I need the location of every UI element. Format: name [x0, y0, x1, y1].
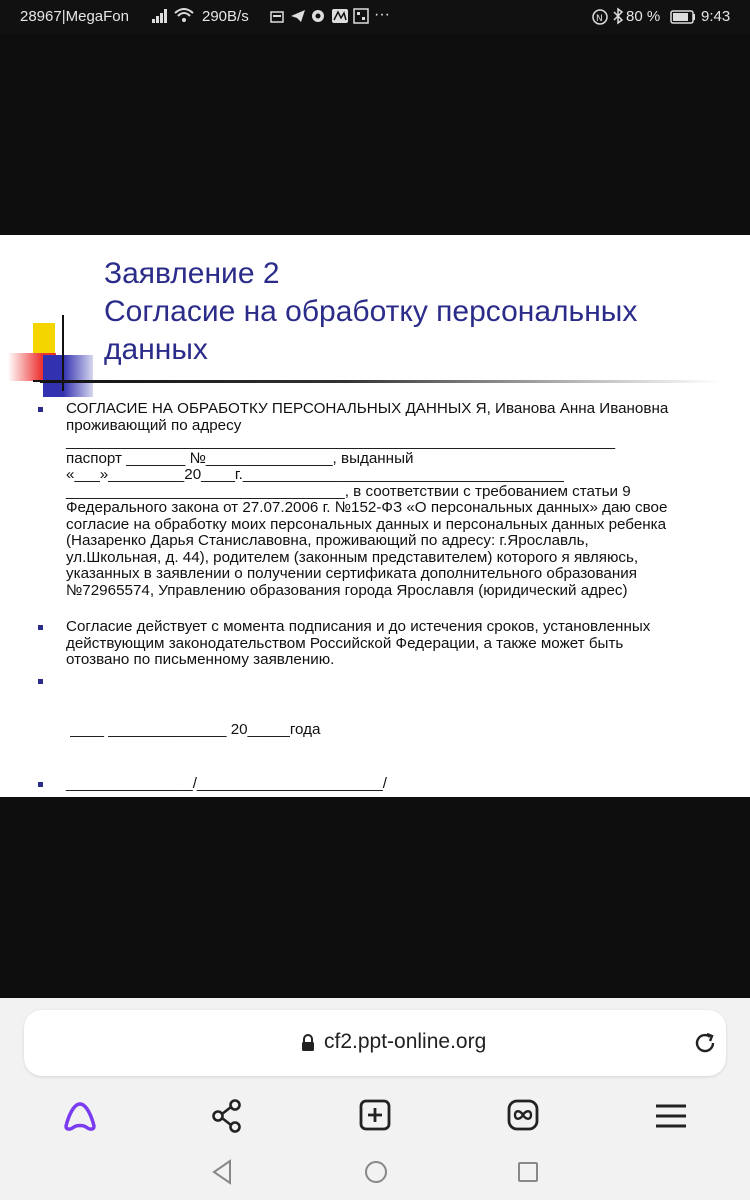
text-line: Согласие действует с момента подписания и до истечения сроков, установленных	[66, 618, 651, 635]
decor-blue-square	[43, 355, 93, 397]
qr-icon	[354, 9, 368, 27]
bullet-consent-text	[38, 401, 728, 599]
tabs-switcher-icon[interactable]	[506, 1098, 540, 1139]
bluetooth-icon	[613, 8, 623, 28]
alice-assistant-icon[interactable]	[62, 1098, 98, 1139]
new-tab-icon[interactable]	[358, 1098, 392, 1139]
text-line: (Назаренко Дарья Станиславовна, проживающий по адресу: г.Ярославль,	[66, 532, 589, 549]
bullet-signature-line	[38, 776, 728, 793]
browser-bottom-bar	[0, 998, 750, 1200]
text-line: Федерального закона от 27.07.2006 г. №152-ФЗ «О персональных данных» даю свое	[66, 499, 668, 516]
text-line: _________________________________________________________________	[66, 433, 616, 450]
presentation-slide	[0, 235, 750, 797]
chrome-icon	[311, 9, 325, 27]
bullet-marker	[38, 782, 43, 787]
net-speed: 290B/s	[202, 8, 249, 25]
battery-icon	[670, 10, 696, 28]
svg-text:N: N	[596, 14, 603, 24]
url-text[interactable]: cf2.ppt-online.org	[324, 1030, 487, 1053]
lock-icon	[301, 1034, 315, 1057]
title-line: Заявление 2	[104, 257, 280, 290]
clock: 9:43	[701, 8, 731, 25]
bullet-marker	[38, 407, 43, 412]
viewer-background-top	[0, 34, 750, 235]
text-line: проживающий по адресу	[66, 416, 242, 434]
carrier-label: 28967|MegaFon	[20, 8, 129, 25]
home-icon[interactable]	[363, 1158, 389, 1191]
status-bar	[0, 0, 750, 34]
title-line: данных	[104, 333, 208, 366]
wifi-icon	[174, 8, 194, 28]
text-line: действующим законодательством Российской Федерации, а также может быть	[66, 634, 624, 652]
text-line: СОГЛАСИЕ НА ОБРАБОТКУ ПЕРСОНАЛЬНЫХ ДАННЫХ Я, Иванова Анна Ивановна	[66, 400, 669, 417]
text-line: отозвано по письменному заявлению.	[66, 651, 335, 668]
title-divider	[40, 380, 720, 383]
bullet-validity-text	[38, 619, 728, 669]
back-icon[interactable]	[210, 1158, 234, 1191]
address-bar[interactable]	[24, 1010, 726, 1076]
notification-icon	[270, 10, 284, 27]
more-icon: ···	[374, 6, 390, 23]
text-line: ____ ______________ 20_____года	[66, 721, 321, 738]
decor-yellow-square	[33, 323, 55, 353]
share-icon[interactable]	[210, 1098, 244, 1139]
data-saver-icon	[592, 9, 608, 29]
text-line: «___»_________20____г.______________________________________	[66, 466, 564, 483]
bullet-marker	[38, 625, 43, 630]
recents-icon[interactable]	[516, 1158, 540, 1191]
text-line: согласие на обработку моих персональных данных и персональных данных ребенка	[66, 515, 667, 533]
viewer-background-bottom	[0, 797, 750, 998]
text-line: №72965574, Управлению образования города Ярославля (юридический адрес)	[66, 581, 628, 599]
text-line: паспорт _______ №_______________, выданный	[66, 449, 414, 467]
menu-icon[interactable]	[654, 1098, 688, 1139]
bullet-marker	[38, 679, 43, 684]
app-icon	[332, 9, 348, 27]
text-line: указанных в заявлении о получении сертификата дополнительного образования	[66, 565, 637, 582]
title-line: Согласие на обработку персональных	[104, 295, 638, 328]
signal-icon	[152, 9, 168, 27]
slide-title	[104, 255, 724, 369]
bullet-date-line	[38, 673, 728, 772]
text-line: _______________/______________________/	[66, 774, 387, 792]
text-line: ул.Школьная, д. 44), родителем (законным представителем) которого я являюсь,	[66, 548, 639, 566]
telegram-icon	[290, 9, 306, 27]
text-line: _________________________________, в соответствии с требованием статьи 9	[66, 482, 631, 500]
reload-icon[interactable]	[692, 1030, 718, 1061]
battery-percent: 80 %	[626, 8, 661, 25]
